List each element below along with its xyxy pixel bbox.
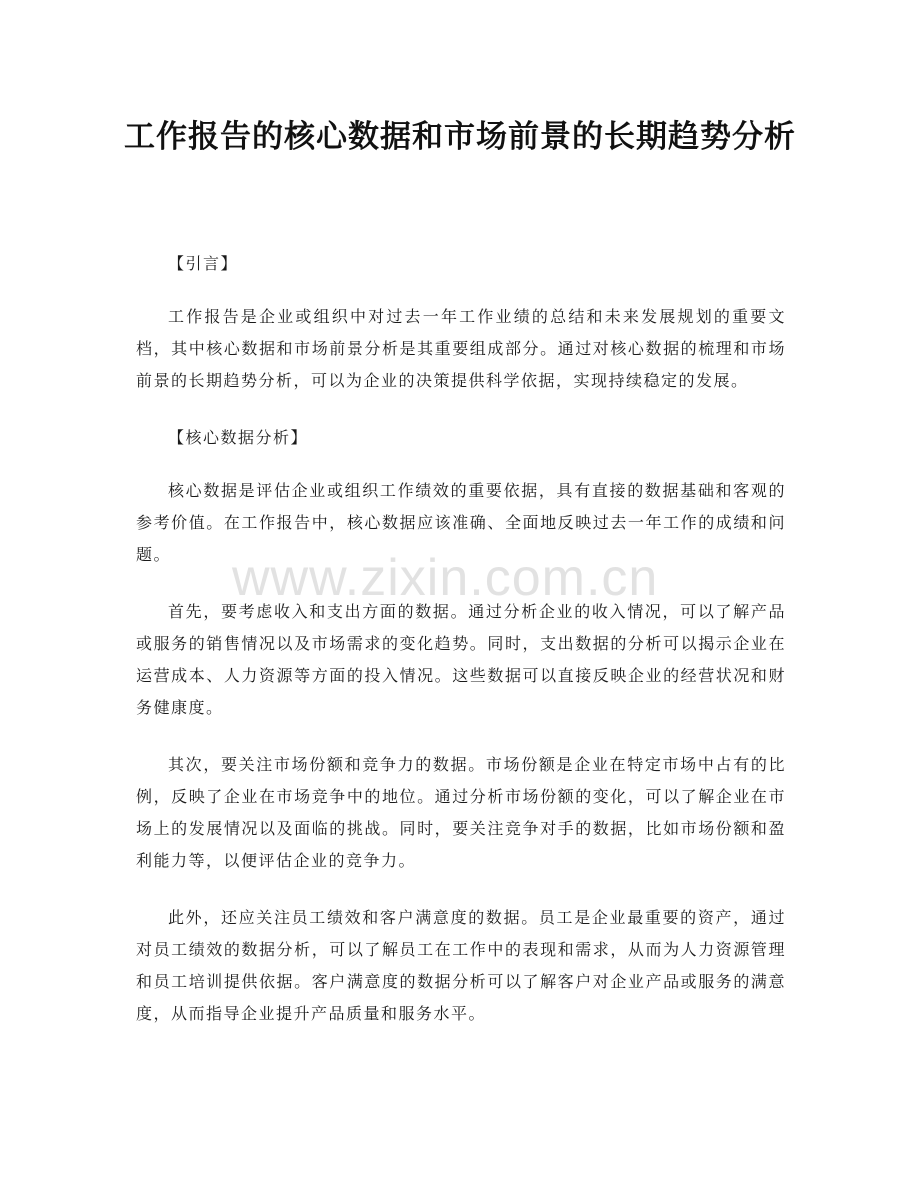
paragraph-employee-customer: 此外，还应关注员工绩效和客户满意度的数据。员工是企业最重要的资产，通过对员工绩效的数据分析，可以了解员工在工作中的表现和需求，从而为人力资源管理和员工培训提供依据。客户满意度的数据分析可以了解客户对企业产品或服务的满意度，从而指导企业提升产品质量和服务水平。 xyxy=(136,908,786,1023)
paragraph-core-data-definition: 核心数据是评估企业或组织工作绩效的重要依据，具有直接的数据基础和客观的参考价值。在工作报告中，核心数据应该准确、全面地反映过去一年工作的成绩和问题。 xyxy=(136,481,786,564)
section-heading-core-data: 【核心数据分析】 xyxy=(168,428,309,447)
section-heading-introduction: 【引言】 xyxy=(168,254,239,273)
paragraph-income-expenditure: 首先，要考虑收入和支出方面的数据。通过分析企业的收入情况，可以了解产品或服务的销售情况以及市场需求的变化趋势。同时，支出数据的分析可以揭示企业在运营成本、人力资源等方面的投入情况。这些数据可以直接反映企业的经营状况和财务健康度。 xyxy=(136,602,786,717)
document-body xyxy=(136,248,786,1055)
watermark: www.zixin.com.cn xyxy=(232,549,659,607)
paragraph-introduction: 工作报告是企业或组织中对过去一年工作业绩的总结和未来发展规划的重要文档，其中核心数据和市场前景分析是其重要组成部分。通过对核心数据的梳理和市场前景的长期趋势分析，可以为企业的决策提供科学依据，实现持续稳定的发展。 xyxy=(136,307,786,390)
document-title: 工作报告的核心数据和市场前景的长期趋势分析 xyxy=(124,119,796,155)
paragraph-market-share: 其次，要关注市场份额和竞争力的数据。市场份额是企业在特定市场中占有的比例，反映了企业在市场竞争中的地位。通过分析市场份额的变化，可以了解企业在市场上的发展情况以及面临的挑战。同时，要关注竞争对手的数据，比如市场份额和盈利能力等，以便评估企业的竞争力。 xyxy=(136,755,786,870)
